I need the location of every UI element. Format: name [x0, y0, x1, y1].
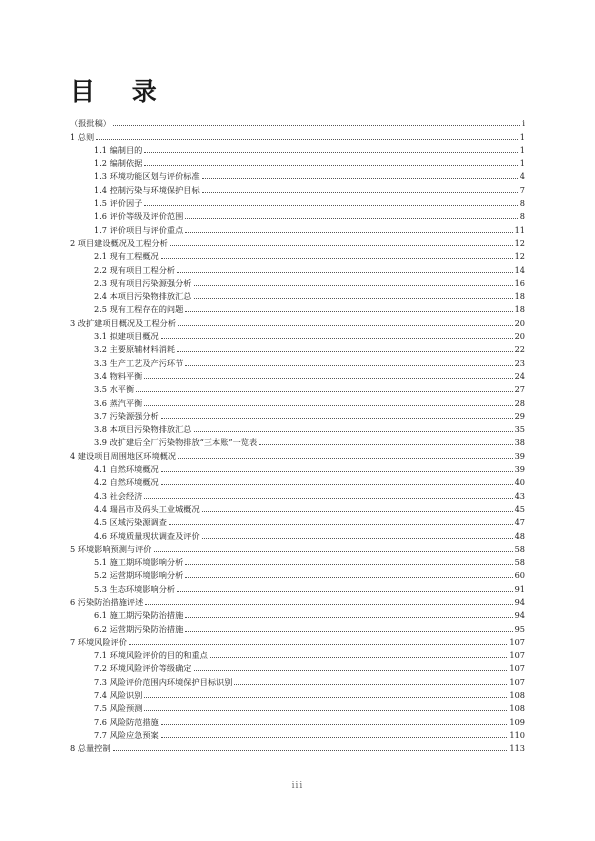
page-number: iii	[291, 781, 304, 791]
toc-entry-title: 7.6 风险防范措施	[94, 716, 159, 727]
toc-entry-title: 3.1 拟建项目概况	[94, 331, 159, 342]
dot-leader	[161, 418, 513, 419]
toc-entry-title: 2.3 现有项目污染源强分析	[94, 277, 192, 288]
toc-entry-page: 107	[509, 676, 525, 687]
toc-entry-page: 7	[519, 184, 525, 195]
toc-entry-page: 109	[509, 716, 525, 727]
toc-entry-title: 7.1 环境风险评价的目的和重点	[94, 650, 208, 661]
toc-entry[interactable]	[70, 447, 525, 460]
toc-entry-page: 94	[514, 610, 525, 621]
toc-entry[interactable]	[70, 381, 525, 394]
toc-entry-title: 3.9 改扩建后全厂污染物排放“三本账”一览表	[94, 437, 258, 448]
toc-entry-title: 7.7 风险应急预案	[94, 729, 159, 740]
toc-entry-page: 94	[514, 596, 525, 607]
toc-entry[interactable]	[70, 221, 525, 234]
dot-leader	[185, 365, 512, 366]
toc-entry[interactable]	[70, 115, 525, 128]
toc-entry-page: 12	[514, 251, 525, 262]
toc-entry-title: 4.6 环境质量现状调查及评价	[94, 530, 200, 541]
toc-entry-page: 38	[514, 437, 525, 448]
dot-leader	[144, 205, 517, 206]
toc-entry-title: 4.1 自然环境概况	[94, 464, 159, 475]
toc-entry-page: 23	[514, 357, 525, 368]
toc-entry[interactable]	[70, 288, 525, 301]
toc-entry[interactable]	[70, 301, 525, 314]
toc-entry-page: 107	[509, 663, 525, 674]
toc-entry[interactable]	[70, 474, 525, 487]
toc-entry[interactable]	[70, 155, 525, 168]
toc-entry[interactable]	[70, 594, 525, 607]
dot-leader	[178, 458, 513, 459]
dot-leader	[185, 617, 512, 618]
toc-entry-page: 18	[514, 304, 525, 315]
dot-leader	[161, 724, 508, 725]
dot-leader	[194, 285, 513, 286]
toc-entry[interactable]	[70, 660, 525, 673]
toc-entry-title: 6.2 运营期污染防治措施	[94, 623, 184, 634]
toc-entry-title: 3.5 水平衡	[94, 384, 135, 395]
dot-leader	[194, 431, 513, 432]
toc-entry[interactable]	[70, 501, 525, 514]
toc-entry-title: 4.5 区域污染源调查	[94, 517, 167, 528]
toc-entry[interactable]	[70, 434, 525, 447]
dot-leader	[202, 538, 513, 539]
toc-entry-title: 3.7 污染源强分析	[94, 410, 159, 421]
dot-leader	[185, 631, 512, 632]
toc-entry[interactable]	[70, 620, 525, 633]
toc-entry[interactable]	[70, 421, 525, 434]
dot-leader	[161, 737, 508, 738]
dot-leader	[194, 298, 513, 299]
toc-entry[interactable]	[70, 634, 525, 647]
toc-entry[interactable]	[70, 181, 525, 194]
toc-entry-page: i	[522, 118, 525, 129]
toc-entry-title: 1 总则	[70, 131, 95, 142]
toc-entry-page: 113	[509, 743, 525, 754]
toc-entry[interactable]	[70, 740, 525, 753]
toc-entry-page: 108	[509, 690, 525, 701]
dot-leader	[210, 657, 507, 658]
toc-entry-page: 40	[514, 477, 525, 488]
dot-leader	[234, 684, 507, 685]
toc-entry[interactable]	[70, 687, 525, 700]
dot-leader	[96, 139, 518, 140]
toc-entry[interactable]	[70, 580, 525, 593]
toc-entry-page: 8	[519, 211, 525, 222]
table-of-contents	[70, 115, 525, 753]
toc-entry-title: 6.1 施工期污染防治措施	[94, 610, 184, 621]
toc-entry-title: 1.7 评价项目与评价重点	[94, 224, 184, 235]
toc-entry-page: 108	[509, 703, 525, 714]
toc-entry-title: 5.1 施工期环境影响分析	[94, 557, 184, 568]
dot-leader	[185, 577, 512, 578]
toc-entry-page: 16	[514, 277, 525, 288]
toc-entry-page: 39	[514, 464, 525, 475]
toc-entry-page: 43	[514, 490, 525, 501]
toc-entry-page: 20	[514, 331, 525, 342]
toc-entry[interactable]	[70, 354, 525, 367]
toc-entry[interactable]	[70, 261, 525, 274]
toc-entry-title: 7 环境风险评价	[70, 636, 127, 647]
toc-entry[interactable]	[70, 541, 525, 554]
toc-entry-title: 3.6 蒸汽平衡	[94, 397, 143, 408]
toc-entry-title: 1.3 环境功能区划与评价标准	[94, 171, 200, 182]
toc-entry[interactable]	[70, 275, 525, 288]
dot-leader	[177, 351, 512, 352]
toc-entry-title: 3.3 生产工艺及产污环节	[94, 357, 184, 368]
dot-leader	[161, 338, 513, 339]
dot-leader	[169, 524, 513, 525]
toc-entry-page: 4	[519, 171, 525, 182]
toc-entry-page: 91	[514, 583, 525, 594]
toc-entry-title: 4.3 社会经济	[94, 490, 143, 501]
toc-entry-page: 35	[514, 424, 525, 435]
dot-leader	[145, 604, 512, 605]
dot-leader	[185, 232, 512, 233]
dot-leader	[129, 644, 507, 645]
toc-entry-title: 1.1 编制目的	[94, 144, 143, 155]
dot-leader	[144, 697, 507, 698]
toc-entry-page: 47	[514, 517, 525, 528]
toc-entry-title: 3.2 主要原辅材料消耗	[94, 344, 176, 355]
dot-leader	[144, 710, 507, 711]
toc-entry[interactable]	[70, 314, 525, 327]
toc-entry-page: 1	[519, 158, 525, 169]
toc-entry-title: 5 环境影响预测与评价	[70, 543, 152, 554]
toc-entry-title: 4.4 瑞昌市及码头工业城概况	[94, 503, 200, 514]
toc-entry[interactable]	[70, 607, 525, 620]
dot-leader	[259, 444, 512, 445]
toc-entry-page: 20	[514, 317, 525, 328]
dot-leader	[194, 670, 508, 671]
toc-entry-title: 2.4 本项目污染物排放汇总	[94, 291, 192, 302]
dot-leader	[136, 391, 512, 392]
toc-entry-title: 2 项目建设概况及工程分析	[70, 237, 168, 248]
dot-leader	[202, 192, 518, 193]
toc-entry-title: 1.6 评价等级及评价范围	[94, 211, 184, 222]
toc-entry[interactable]	[70, 408, 525, 421]
toc-entry-page: 24	[514, 370, 525, 381]
dot-leader	[178, 325, 513, 326]
toc-entry[interactable]	[70, 328, 525, 341]
toc-entry-page: 58	[514, 543, 525, 554]
toc-entry-page: 110	[509, 729, 525, 740]
toc-entry-title: 1.2 编制依据	[94, 158, 143, 169]
dot-leader	[202, 511, 513, 512]
toc-entry[interactable]	[70, 461, 525, 474]
toc-entry[interactable]	[70, 700, 525, 713]
toc-entry-page: 60	[514, 570, 525, 581]
toc-entry-page: 39	[514, 450, 525, 461]
toc-entry[interactable]	[70, 168, 525, 181]
dot-leader	[113, 750, 508, 751]
toc-entry-title: 7.4 风险识别	[94, 690, 143, 701]
toc-entry[interactable]	[70, 248, 525, 261]
toc-entry-title: 3 改扩建项目概况及工程分析	[70, 317, 177, 328]
toc-entry[interactable]	[70, 128, 525, 141]
toc-entry-page: 12	[514, 237, 525, 248]
toc-entry-page: 28	[514, 397, 525, 408]
dot-leader	[202, 178, 518, 179]
toc-entry-page: 1	[519, 131, 525, 142]
toc-entry[interactable]	[70, 713, 525, 726]
toc-entry-page: 1	[519, 144, 525, 155]
dot-leader	[170, 245, 513, 246]
toc-entry-page: 95	[514, 623, 525, 634]
dot-leader	[161, 471, 513, 472]
dot-leader	[185, 311, 512, 312]
dot-leader	[144, 405, 512, 406]
toc-entry[interactable]	[70, 195, 525, 208]
toc-entry[interactable]	[70, 727, 525, 740]
dot-leader	[144, 498, 512, 499]
toc-entry-title: 1.4 控制污染与环境保护目标	[94, 184, 200, 195]
toc-entry[interactable]	[70, 368, 525, 381]
toc-entry-title: 6 污染防治措施评述	[70, 596, 144, 607]
toc-entry-page: 45	[514, 503, 525, 514]
toc-entry[interactable]	[70, 514, 525, 527]
toc-entry-title: 8 总量控制	[70, 743, 111, 754]
toc-entry[interactable]	[70, 142, 525, 155]
toc-entry[interactable]	[70, 647, 525, 660]
dot-leader	[161, 484, 513, 485]
toc-entry-page: 29	[514, 410, 525, 421]
page-title: 目 录	[70, 77, 171, 106]
toc-entry-title: 3.8 本项目污染物排放汇总	[94, 424, 192, 435]
toc-entry-page: 18	[514, 291, 525, 302]
dot-leader	[161, 258, 513, 259]
toc-entry-title: 7.5 风险预测	[94, 703, 143, 714]
toc-entry[interactable]	[70, 208, 525, 221]
toc-entry-title: 4.2 自然环境概况	[94, 477, 159, 488]
toc-entry[interactable]	[70, 235, 525, 248]
dot-leader	[177, 272, 512, 273]
toc-entry-page: 107	[509, 636, 525, 647]
dot-leader	[154, 551, 513, 552]
toc-entry[interactable]	[70, 673, 525, 686]
toc-entry-page: 27	[514, 384, 525, 395]
toc-entry-title: 2.1 现有工程概况	[94, 251, 159, 262]
toc-entry-title: 3.4 物料平衡	[94, 370, 143, 381]
toc-entry-page: 11	[514, 224, 525, 235]
toc-entry-title: 2.2 现有项目工程分析	[94, 264, 176, 275]
toc-entry-title: 1.5 评价因子	[94, 198, 143, 209]
toc-entry[interactable]	[70, 527, 525, 540]
dot-leader	[113, 125, 520, 126]
toc-entry-title: 2.5 现有工程存在的问题	[94, 304, 184, 315]
toc-entry-title: 7.2 环境风险评价等级确定	[94, 663, 192, 674]
toc-entry[interactable]	[70, 567, 525, 580]
toc-entry-title: 7.3 风险评价范围内环境保护目标识别	[94, 676, 233, 687]
dot-leader	[185, 218, 517, 219]
dot-leader	[144, 165, 517, 166]
toc-entry[interactable]	[70, 487, 525, 500]
toc-entry[interactable]	[70, 554, 525, 567]
toc-entry-title: 5.2 运营期环境影响分析	[94, 570, 184, 581]
toc-entry-page: 107	[509, 650, 525, 661]
dot-leader	[177, 591, 512, 592]
toc-entry[interactable]	[70, 394, 525, 407]
toc-entry-page: 8	[519, 198, 525, 209]
toc-entry-title: 4 建设项目周围地区环境概况	[70, 450, 177, 461]
toc-entry-page: 14	[514, 264, 525, 275]
dot-leader	[185, 564, 512, 565]
toc-entry[interactable]	[70, 341, 525, 354]
toc-entry-page: 58	[514, 557, 525, 568]
toc-entry-title: 5.3 生态环境影响分析	[94, 583, 176, 594]
toc-entry-title: （报批稿）	[70, 118, 111, 129]
dot-leader	[144, 152, 517, 153]
toc-entry-page: 22	[514, 344, 525, 355]
toc-entry-page: 48	[514, 530, 525, 541]
dot-leader	[144, 378, 512, 379]
